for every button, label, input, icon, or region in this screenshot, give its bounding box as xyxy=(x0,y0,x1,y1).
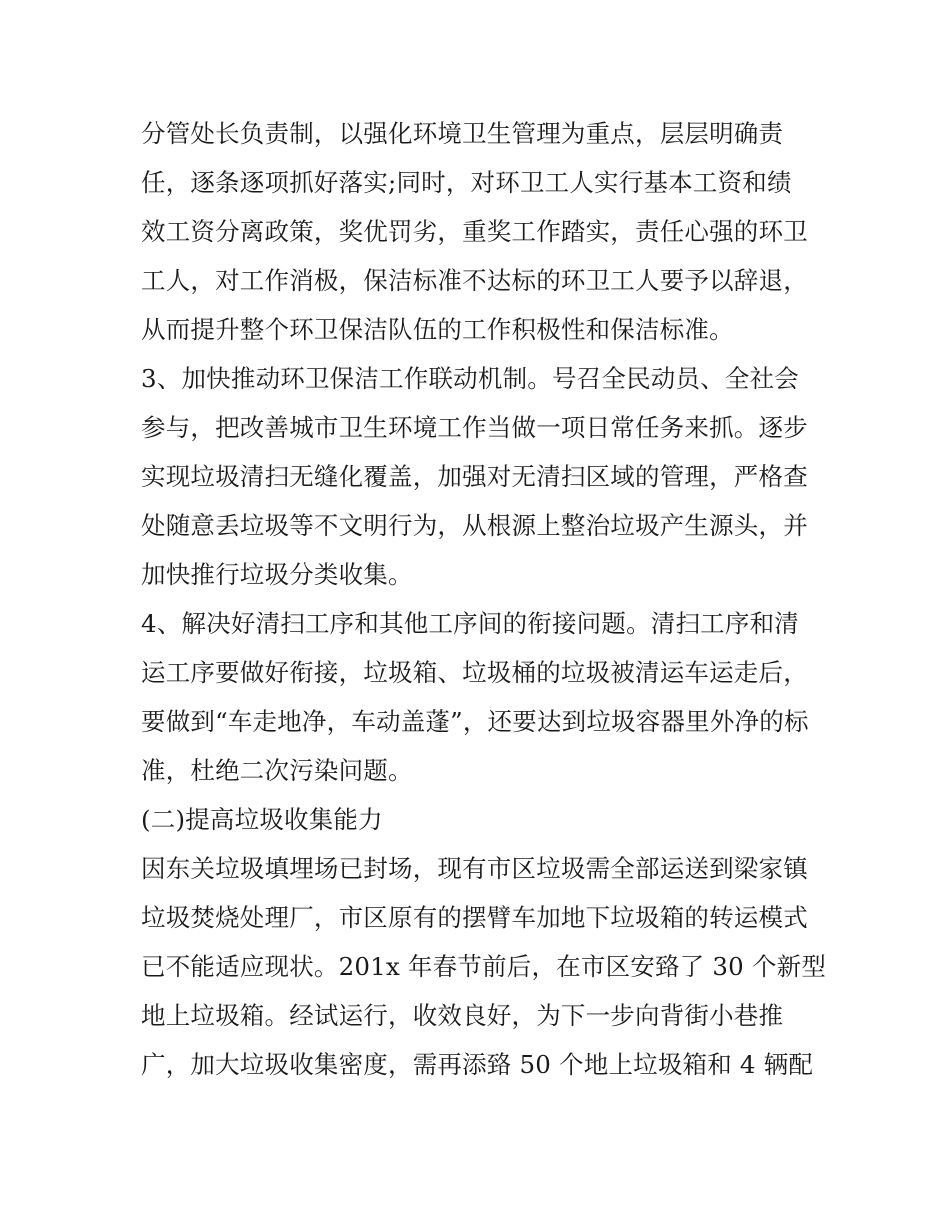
text-line: 已不能适应现状。201x 年春节前后，在市区安臵了 30 个新型 xyxy=(141,952,827,981)
text-line: 加快推行垃圾分类收集。 xyxy=(141,560,413,589)
text-line: 参与，把改善城市卫生环境工作当做一项日常任务来抓。逐步 xyxy=(141,413,808,442)
text-line: 因东关垃圾填埋场已封场，现有市区垃圾需全部运送到梁家镇 xyxy=(141,854,808,883)
text-line: 从而提升整个环卫保洁队伍的工作积极性和保洁标准。 xyxy=(141,315,734,344)
text-line: 地上垃圾箱。经试运行，收效良好，为下一步向背街小巷推 xyxy=(141,1001,784,1030)
text-line: 处随意丢垃圾等不文明行为，从根源上整治垃圾产生源头，并 xyxy=(141,511,808,540)
text-line: 效工资分离政策，奖优罚劣，重奖工作踏实，责任心强的环卫 xyxy=(141,217,808,246)
text-line: 工人，对工作消极，保洁标准不达标的环卫工人要予以辞退， xyxy=(141,266,808,295)
text-line: 3、加快推动环卫保洁工作联动机制。号召全民动员、全社会 xyxy=(141,364,799,393)
text-line: 实现垃圾清扫无缝化覆盖，加强对无清扫区域的管理，严格查 xyxy=(141,462,808,491)
text-line: 广，加大垃圾收集密度，需再添臵 50 个地上垃圾箱和 4 辆配 xyxy=(141,1050,814,1079)
body-text xyxy=(141,109,827,1089)
text-line: 运工序要做好衔接，垃圾箱、垃圾桶的垃圾被清运车运走后， xyxy=(141,658,808,687)
text-line: 垃圾焚烧处理厂，市区原有的摆臂车加地下垃圾箱的转运模式 xyxy=(141,903,808,932)
text-line: 要做到“车走地净，车动盖蓬”，还要达到垃圾容器里外净的标 xyxy=(141,707,809,736)
section-heading: (二)提高垃圾收集能力 xyxy=(141,805,383,834)
text-line: 准，杜绝二次污染问题。 xyxy=(141,756,413,785)
text-line: 任，逐条逐项抓好落实;同时，对环卫工人实行基本工资和绩 xyxy=(141,168,792,197)
text-line: 4、解决好清扫工序和其他工序间的衔接问题。清扫工序和清 xyxy=(141,609,799,638)
text-line: 分管处长负责制，以强化环境卫生管理为重点，层层明确责 xyxy=(141,119,784,148)
